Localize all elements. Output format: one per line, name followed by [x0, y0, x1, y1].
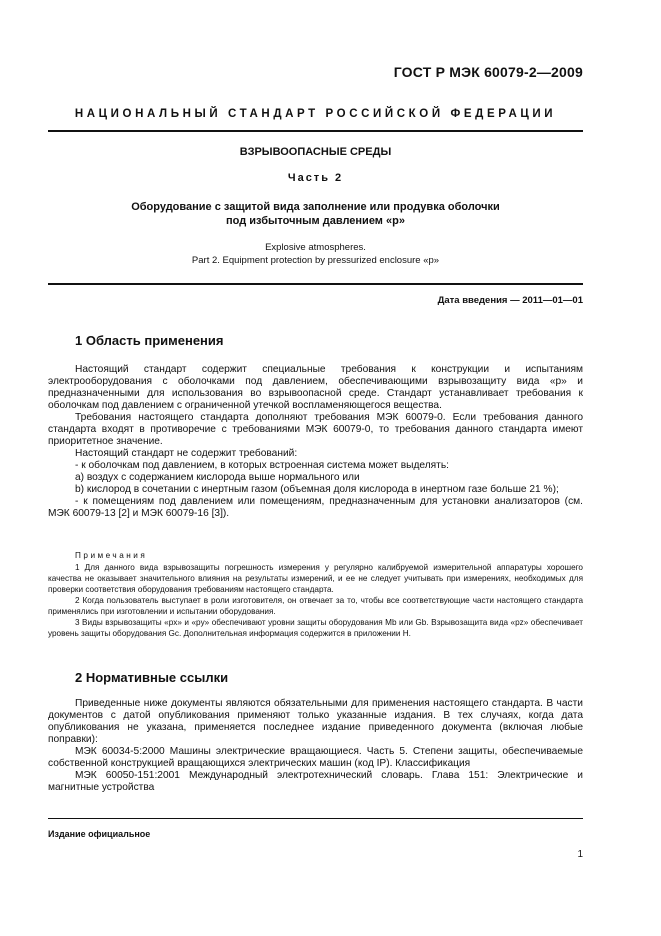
list-item: - к помещениям под давлением или помещениям, предназначенным для установки анализаторов (см. МЭК 60079-13 [2] и МЭК 60079-16 [3]). — [48, 496, 583, 519]
note: 3 Виды взрывозащиты «px» и «py» обеспечивают уровни защиты оборудования Mb или Gb. Взрывозащита вида «pz» обеспечивает уровень защиты оборудования Gc. Дополнительная информация содержится в приложении Н. — [48, 618, 583, 638]
title-rule — [48, 283, 583, 285]
part-label: Часть 2 — [287, 172, 344, 184]
official-edition-label: Издание официальное — [48, 829, 151, 839]
section-2-body — [48, 698, 583, 794]
english-title-line-2: Part 2. Equipment protection by pressurized enclosure «p» — [191, 255, 440, 266]
paragraph: Приведенные ниже документы являются обязательными для применения настоящего стандарта. В части документов с датой опубликования применяют только указанные издания. В тех случаях, когда дата опубликования не указана, применяется последнее издание приведенного документа (включая любые поправки): — [48, 698, 583, 745]
footer-rule — [48, 818, 583, 819]
english-title — [48, 241, 583, 267]
document-id: ГОСТ Р МЭК 60079-2—2009 — [393, 64, 583, 80]
standard-subtitle — [48, 200, 583, 228]
reference-item: МЭК 60050-151:2001 Международный электротехнический словарь. Глава 151: Электрические и магнитные устройства — [48, 770, 583, 793]
paragraph: Настоящий стандарт не содержит требований: — [75, 448, 298, 459]
section-1-title: 1 Область применения — [75, 333, 224, 348]
reference-item: МЭК 60034-5:2000 Машины электрические вращающиеся. Часть 5. Степени защиты, обеспечиваемые собственной конструкцией вращающихся электрических машин (код IP). Классификация — [48, 746, 583, 769]
section-1-notes — [48, 550, 583, 639]
english-title-line-1: Explosive atmospheres. — [265, 242, 366, 253]
introduction-date: Дата введения — 2011—01—01 — [437, 295, 583, 306]
paragraph: Настоящий стандарт содержит специальные требования к конструкции и испытаниям электрооборудования с оболочками под давлением, обеспечивающими взрывозащиту вида «р» и предназначенными для использования во взрывоопасной среде. Стандарт устанавливает требования к оболочкам под давлением с ограниченной утечкой воспламеняющегося вещества. — [48, 364, 583, 411]
section-2-title: 2 Нормативные ссылки — [75, 670, 229, 685]
subtitle-line-1: Оборудование с защитой вида заполнение или продувка оболочки — [131, 201, 500, 213]
list-item: a) воздух с содержанием кислорода выше нормального или — [75, 472, 360, 483]
subtitle-line-2: под избыточным давлением «р» — [226, 215, 405, 227]
note: 1 Для данного вида взрывозащиты погрешность измерения у регулярно калибруемой измерительной аппаратуры хорошего качества не оказывает значительного влияния на результаты измерений, и ее не следует учитывать при измерениях, необходимых для проверки соответствия оборудования требованиям настоящего стандарта. — [48, 563, 583, 594]
notes-heading: Примечания — [75, 551, 148, 560]
note: 2 Когда пользователь выступает в роли изготовителя, он отвечает за то, чтобы все соответствующие части настоящего стандарта применялись при изготовлении и испытании оборудования. — [48, 596, 583, 616]
header-rule — [48, 130, 583, 132]
list-item: - к оболочкам под давлением, в которых встроенная система может выделять: — [75, 460, 449, 471]
paragraph: Требования настоящего стандарта дополняют требования МЭК 60079-0. Если требования данного стандарта входят в противоречие с требованиями МЭК 60079-0, то требования данного стандарта имеют приоритетное значение. — [48, 412, 583, 447]
national-standard-heading: НАЦИОНАЛЬНЫЙ СТАНДАРТ РОССИЙСКОЙ ФЕДЕРАЦИИ — [74, 108, 557, 120]
list-item: b) кислород в сочетании с инертным газом (объемная доля кислорода в инертном газе больше 21 %); — [75, 484, 559, 495]
section-1-body — [48, 364, 583, 520]
page-number: 1 — [577, 849, 583, 860]
standard-title: ВЗРЫВООПАСНЫЕ СРЕДЫ — [239, 146, 392, 158]
